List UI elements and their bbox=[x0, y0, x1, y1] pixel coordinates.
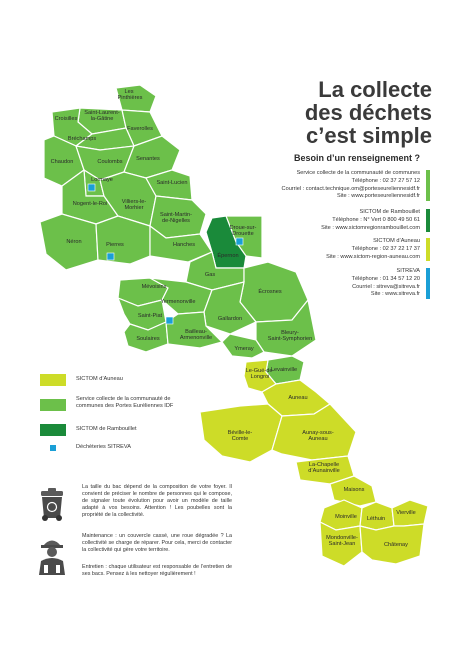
commune-label: Senantes bbox=[136, 156, 160, 162]
commune-label: Saint-Piat bbox=[137, 313, 163, 319]
maintenance-info-text: Maintenance : un couvercle cassé, une roue dégradée ? La collectivité se charge de réparer. Pour cela, merci de contacter la collectivité qui gère votre territoire. bbox=[82, 533, 232, 554]
commune-label: Mévoisins bbox=[141, 284, 167, 290]
commune-label: Moinville bbox=[335, 514, 357, 520]
commune-label: Bailleau-Armenonville bbox=[179, 329, 213, 341]
commune-label: Hanches bbox=[172, 242, 196, 248]
legend-item bbox=[40, 424, 196, 436]
commune-label: Maisons bbox=[343, 487, 365, 493]
contact-line: Courriel : sitreva@sitreva.fr bbox=[352, 283, 420, 290]
legend-label: SICTOM de Rambouillet bbox=[76, 426, 137, 432]
contact-color-bar bbox=[426, 170, 430, 201]
legend-label: Déchèteries SITREVA bbox=[76, 444, 131, 450]
commune-label: Yermenonville bbox=[160, 299, 196, 305]
commune-label: Vierville bbox=[396, 510, 416, 516]
contact-line: Service collecte de la communauté de communes bbox=[296, 170, 420, 176]
worker-icon bbox=[34, 535, 70, 577]
contact-color-bar bbox=[426, 268, 430, 299]
contact-block bbox=[228, 170, 420, 201]
commune-label: Droue-sur-Drouette bbox=[229, 225, 257, 237]
commune-label: Mondonville-Saint-Jean bbox=[326, 535, 358, 547]
legend-item bbox=[40, 442, 196, 451]
legend-swatch bbox=[40, 374, 66, 386]
contact-line: Site : www.sitreva.fr bbox=[370, 291, 420, 298]
legend-swatch bbox=[40, 399, 66, 411]
commune-label: Levainville bbox=[270, 367, 298, 373]
legend-label: Service collecte de la communauté de communes des Portes Euréliennes IDF bbox=[76, 396, 174, 410]
contact-block bbox=[228, 268, 420, 299]
commune-label: Ymeray bbox=[234, 346, 254, 352]
contact-line: Site : www.porteseureliennesidf.fr bbox=[336, 193, 420, 200]
commune-label: Léthuin bbox=[366, 516, 386, 522]
bin-info-text: La taille du bac dépend de la composition de votre foyer. Il convient de préciser le nombre de personnes qui le compose, de signaler toute évolution pour avoir un modèle de taille adapté à vos besoins. Attention ! Les poubelles sont la propriété de la collectivité. bbox=[82, 484, 232, 519]
contact-line: SITREVA bbox=[396, 268, 420, 274]
commune-label: Bréchamps bbox=[67, 136, 97, 142]
legend-item bbox=[40, 374, 196, 386]
commune-label: Faverolles bbox=[127, 126, 153, 132]
title-line: des déchets bbox=[304, 100, 432, 125]
page-title bbox=[300, 78, 432, 147]
contact-line: Téléphone : 02 37 27 57 12 bbox=[351, 177, 420, 184]
commune-label: Le-Gué-de-Longroi bbox=[245, 368, 275, 380]
commune-label: Épernon bbox=[217, 253, 239, 259]
title-line: c’est simple bbox=[306, 123, 432, 148]
commune-label: Soulaires bbox=[136, 336, 160, 342]
commune-label: Saint-Lucien bbox=[156, 180, 188, 186]
commune-label: Saint-Laurent-la-Gâtine bbox=[84, 110, 120, 122]
commune-label: Saint-Martin-de-Nigelles bbox=[159, 212, 193, 224]
commune-label: Béville-le-Comte bbox=[227, 430, 253, 442]
commune-label: Aunay-sous-Auneau bbox=[302, 430, 334, 442]
legend-label: SICTOM d’Auneau bbox=[76, 376, 123, 382]
contact-line: Courriel : contact.technique.om@porteseureliennesidf.fr bbox=[281, 185, 420, 192]
contact-color-bar bbox=[426, 209, 430, 232]
help-heading: Besoin d’un renseignement ? bbox=[293, 153, 420, 163]
dechetterie-marker bbox=[107, 253, 114, 260]
commune-label: Néron bbox=[66, 239, 82, 245]
legend-swatch bbox=[50, 445, 56, 451]
dechetterie-marker bbox=[88, 184, 95, 191]
commune-label: Auneau bbox=[288, 395, 308, 401]
trash-bin-icon bbox=[34, 486, 70, 522]
contact-line: Site : www.sictomregionrambouillet.com bbox=[321, 224, 420, 231]
commune-label: Bleury-Saint-Symphorien bbox=[267, 330, 313, 342]
legend-item bbox=[40, 396, 196, 411]
commune-label: Les Pinthières bbox=[117, 89, 143, 101]
commune-label: Villiers-le-Morhier bbox=[121, 199, 147, 211]
commune-label: La-Chapelle d’Aunainville bbox=[308, 462, 340, 474]
contact-line: Téléphone : 01 34 57 12 20 bbox=[351, 275, 420, 282]
title-line: La collecte bbox=[318, 77, 432, 102]
commune-label: Châtenay bbox=[384, 542, 408, 548]
contact-block bbox=[228, 238, 420, 261]
commune-label: Lormaye bbox=[91, 177, 113, 183]
contact-block bbox=[228, 209, 420, 232]
commune-label: Coulombs bbox=[97, 159, 123, 165]
cleaning-info-text: Entretien : chaque utilisateur est responsable de l’entretien de ses bacs. Pensez à les nettoyer régulièrement ! bbox=[82, 564, 232, 578]
contact-line: Téléphone : N° Vert 0 800 49 50 61 bbox=[332, 216, 420, 223]
contact-color-bar bbox=[426, 238, 430, 261]
contact-line: Téléphone : 02 37 22 17 37 bbox=[351, 245, 420, 252]
commune-label: Pierres bbox=[106, 242, 124, 248]
contact-line: SICTOM de Rambouillet bbox=[359, 209, 420, 215]
contact-line: SICTOM d’Auneau bbox=[373, 238, 420, 244]
commune-label: Nogent-le-Roi bbox=[72, 201, 108, 207]
commune-label: Chaudon bbox=[50, 159, 74, 165]
commune-label: Écrosnes bbox=[258, 289, 282, 295]
commune-label: Croisilles bbox=[54, 116, 78, 122]
contact-line: Site : www.sictom-region-auneau.com bbox=[326, 253, 420, 260]
legend-swatch bbox=[40, 424, 66, 436]
area-pierres bbox=[96, 216, 150, 264]
commune-label: Gas bbox=[204, 272, 216, 278]
dechetterie-marker bbox=[166, 317, 173, 324]
commune-label: Gallardon bbox=[217, 316, 243, 322]
